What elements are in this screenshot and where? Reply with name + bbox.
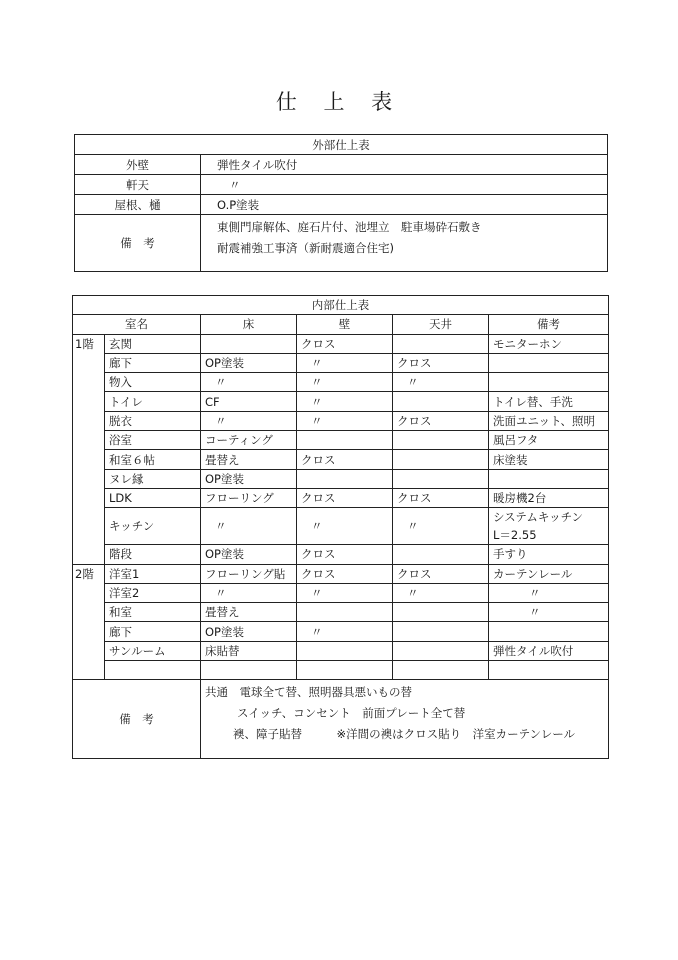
table-row: [73, 373, 609, 392]
remarks-line: 東側門扉解体、庭石片付、池埋立 駐車場砕石敷き: [217, 220, 482, 234]
ceiling-cell: [393, 431, 489, 450]
table-row: [73, 661, 609, 680]
note-cell: 〃: [489, 603, 609, 622]
floor-label: 2階: [73, 564, 105, 680]
exterior-remarks: [201, 215, 608, 272]
floor-cell: 畳替え: [201, 603, 297, 622]
floor-cell: 畳替え: [201, 450, 297, 469]
room-name: 和室: [105, 603, 201, 622]
ceiling-cell: [393, 641, 489, 660]
ceiling-cell: 〃: [393, 583, 489, 602]
column-header: 床: [201, 315, 297, 334]
wall-cell: 〃: [297, 392, 393, 411]
note-cell: [489, 508, 609, 545]
floor-cell: コーティング: [201, 431, 297, 450]
floor-cell: OP塗装: [201, 469, 297, 488]
column-header: 壁: [297, 315, 393, 334]
wall-cell: [297, 431, 393, 450]
remarks-line: 耐震補強工事済（新耐震適合住宅): [217, 241, 394, 255]
table-row: [73, 469, 609, 488]
ceiling-cell: 〃: [393, 373, 489, 392]
column-header: 天井: [393, 315, 489, 334]
remarks-line: スイッチ、コンセント 前面プレート全て替: [237, 706, 466, 721]
note-line: L＝2.55: [493, 528, 537, 543]
room-name: トイレ: [105, 392, 201, 411]
wall-cell: 〃: [297, 353, 393, 372]
floor-cell: フローリング: [201, 488, 297, 507]
floor-cell: OP塗装: [201, 622, 297, 641]
remarks-line: 襖、障子貼替 ※洋間の襖はクロス貼り 洋室カーテンレール: [233, 727, 576, 742]
note-cell: 弾性タイル吹付: [489, 641, 609, 660]
note-cell: [489, 353, 609, 372]
table-row: [73, 411, 609, 430]
note-line: システムキッチン: [493, 510, 584, 525]
room-name: 玄関: [105, 334, 201, 353]
table-row: [73, 392, 609, 411]
table-row: [75, 195, 608, 215]
interior-remarks: [201, 680, 609, 759]
room-name: 浴室: [105, 431, 201, 450]
wall-cell: 〃: [297, 583, 393, 602]
table-row: [73, 450, 609, 469]
table-row: [75, 175, 608, 195]
note-cell: 〃: [489, 583, 609, 602]
room-name: 脱衣: [105, 411, 201, 430]
table-row: [73, 583, 609, 602]
wall-cell: 〃: [297, 373, 393, 392]
table-row: [75, 215, 608, 272]
note-cell: [489, 661, 609, 680]
room-name: 洋室2: [105, 583, 201, 602]
room-name: サンルーム: [105, 641, 201, 660]
row-value: 〃: [201, 175, 608, 195]
floor-cell: フローリング貼: [201, 564, 297, 583]
remarks-label: 備 考: [73, 680, 201, 759]
exterior-table-header: 外部仕上表: [75, 135, 608, 155]
table-row: [73, 603, 609, 622]
room-name: 廊下: [105, 622, 201, 641]
note-cell: モニターホン: [489, 334, 609, 353]
floor-cell: 〃: [201, 583, 297, 602]
ceiling-cell: [393, 545, 489, 564]
note-cell: カーテンレール: [489, 564, 609, 583]
floor-cell: 〃: [201, 373, 297, 392]
table-row: [73, 353, 609, 372]
ceiling-cell: クロス: [393, 488, 489, 507]
ceiling-cell: [393, 622, 489, 641]
floor-cell: [201, 334, 297, 353]
ceiling-cell: [393, 661, 489, 680]
ceiling-cell: [393, 603, 489, 622]
remarks-label: 備 考: [75, 215, 201, 272]
room-name: [105, 661, 201, 680]
floor-cell: 床貼替: [201, 641, 297, 660]
table-row: [73, 431, 609, 450]
note-cell: トイレ替、手洗: [489, 392, 609, 411]
floor-cell: OP塗装: [201, 353, 297, 372]
ceiling-cell: [393, 392, 489, 411]
row-value: 弾性タイル吹付: [201, 155, 608, 175]
note-cell: 床塗装: [489, 450, 609, 469]
room-name: 洋室1: [105, 564, 201, 583]
table-row: [73, 641, 609, 660]
note-cell: [489, 622, 609, 641]
room-name: 廊下: [105, 353, 201, 372]
floor-cell: [201, 661, 297, 680]
table-row: [73, 334, 609, 353]
room-name: 物入: [105, 373, 201, 392]
room-name: LDK: [105, 488, 201, 507]
room-name: 和室６帖: [105, 450, 201, 469]
ceiling-cell: クロス: [393, 411, 489, 430]
exterior-finish-table: [74, 134, 608, 272]
floor-cell: 〃: [201, 411, 297, 430]
wall-cell: [297, 469, 393, 488]
ceiling-cell: [393, 450, 489, 469]
wall-cell: 〃: [297, 508, 393, 545]
wall-cell: [297, 641, 393, 660]
wall-cell: クロス: [297, 564, 393, 583]
remarks-line: 共通 電球全て替、照明器具悪いもの替: [205, 685, 412, 700]
note-cell: 手すり: [489, 545, 609, 564]
wall-cell: クロス: [297, 450, 393, 469]
wall-cell: クロス: [297, 334, 393, 353]
row-label: 屋根、樋: [75, 195, 201, 215]
note-cell: 風呂フタ: [489, 431, 609, 450]
ceiling-cell: 〃: [393, 508, 489, 545]
column-header-row: [73, 315, 609, 334]
floor-cell: CF: [201, 392, 297, 411]
wall-cell: 〃: [297, 622, 393, 641]
wall-cell: [297, 603, 393, 622]
table-row: [73, 488, 609, 507]
table-row: [73, 508, 609, 545]
note-cell: 洗面ユニット、照明: [489, 411, 609, 430]
ceiling-cell: [393, 334, 489, 353]
column-header: 室名: [73, 315, 201, 334]
interior-finish-table: [72, 295, 609, 759]
wall-cell: [297, 661, 393, 680]
room-name: 階段: [105, 545, 201, 564]
interior-table-header: 内部仕上表: [73, 296, 609, 315]
ceiling-cell: [393, 469, 489, 488]
floor-cell: 〃: [201, 508, 297, 545]
floor-label: 1階: [73, 334, 105, 564]
wall-cell: クロス: [297, 545, 393, 564]
row-label: 外壁: [75, 155, 201, 175]
table-row: [73, 545, 609, 564]
note-cell: [489, 373, 609, 392]
note-cell: [489, 469, 609, 488]
room-name: キッチン: [105, 508, 201, 545]
wall-cell: クロス: [297, 488, 393, 507]
table-row: [73, 564, 609, 583]
wall-cell: 〃: [297, 411, 393, 430]
page-title: 仕 上 表: [275, 90, 403, 114]
column-header: 備考: [489, 315, 609, 334]
table-row: [73, 622, 609, 641]
table-row: [75, 155, 608, 175]
row-label: 軒天: [75, 175, 201, 195]
floor-cell: OP塗装: [201, 545, 297, 564]
room-name: ヌレ縁: [105, 469, 201, 488]
row-value: O.P塗装: [201, 195, 608, 215]
note-cell: 暖房機2台: [489, 488, 609, 507]
ceiling-cell: クロス: [393, 353, 489, 372]
ceiling-cell: クロス: [393, 564, 489, 583]
